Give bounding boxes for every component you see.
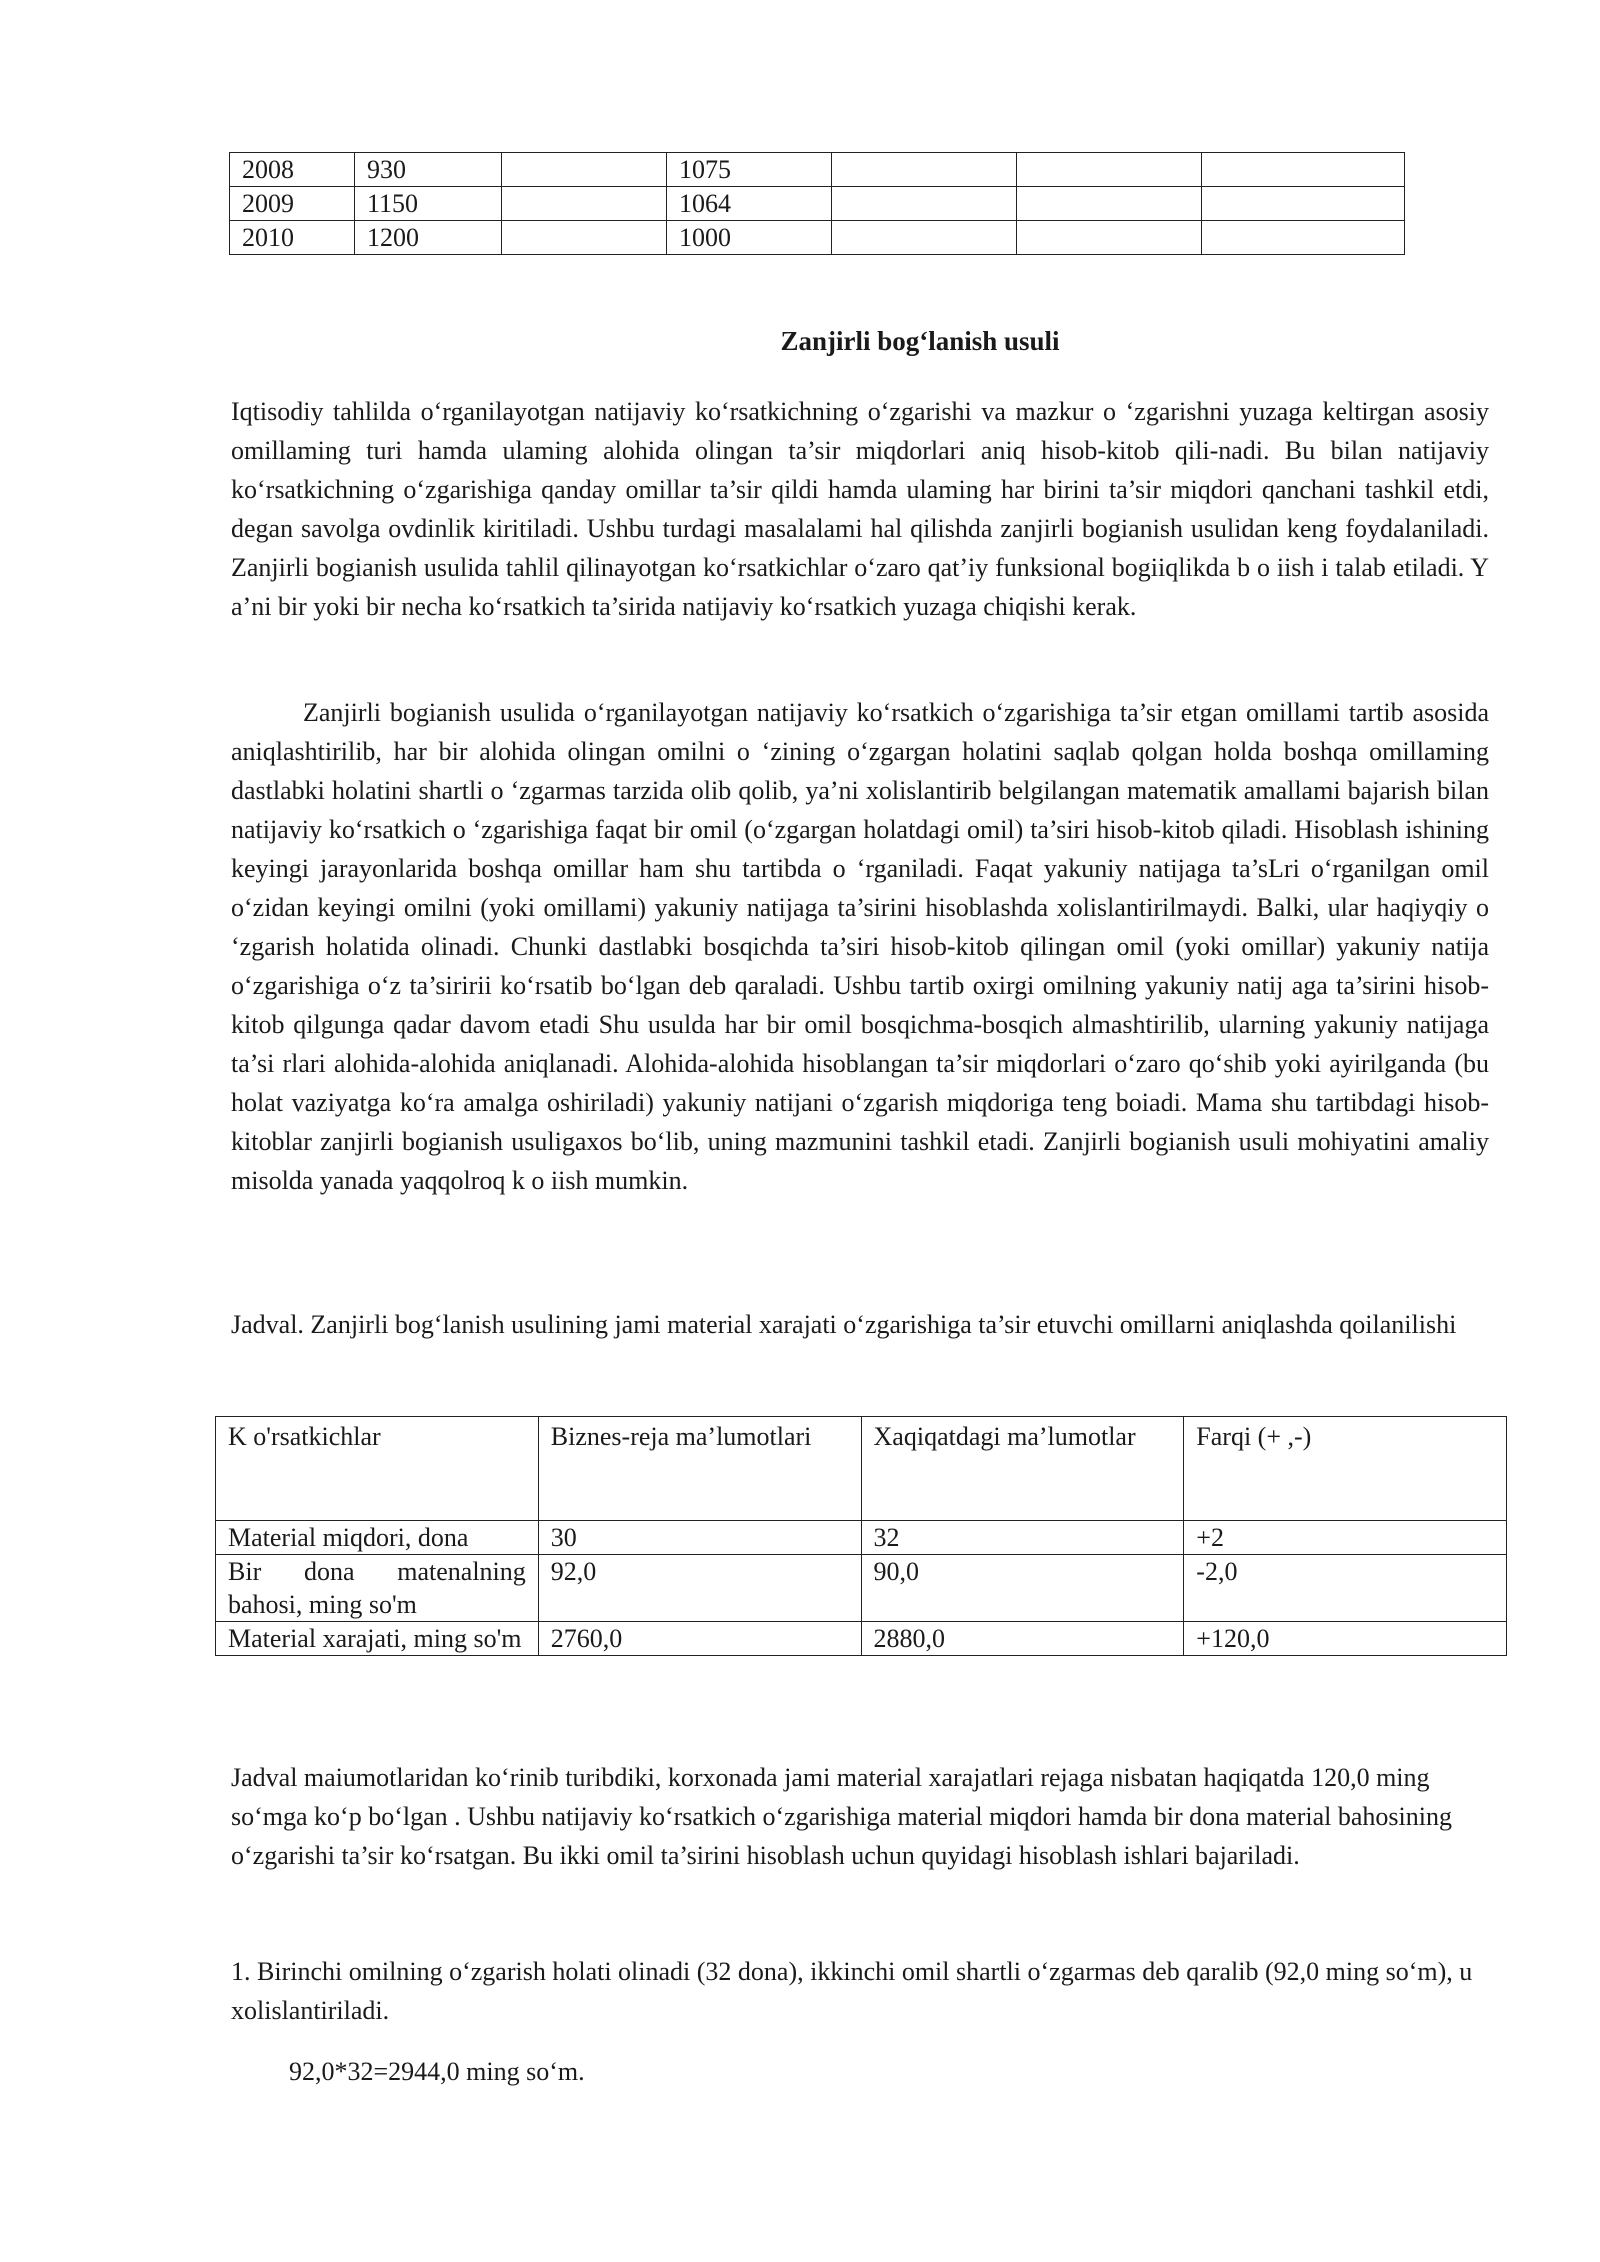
table-cell: 1075 <box>667 153 832 187</box>
paragraph-3: Jadval maiumotlaridan ko‘rinib turibdiki, korxonada jami material xarajatlari rejaga nisbatan haqiqatda 120,0 ming so‘mga ko‘p bo‘lgan . Ushbu natijaviy ko‘rsatkich o‘zgarishiga material miqdori hamda bir dona material bahosining o‘zgarishi ta’sir ko‘rsatgan. Bu ikki omil ta’sirini hisoblash uchun quyidagi hisoblash ishlari bajariladi. <box>231 1763 1452 1870</box>
table-cell <box>832 187 1017 221</box>
paragraph-4: 1. Birinchi omilning o‘zgarish holati olinadi (32 dona), ikkinchi omil shartli o‘zgarmas deb qaralib (92,0 ming so‘m), u xolislantiriladi. <box>231 1957 1473 2025</box>
table-cell: 1064 <box>667 187 832 221</box>
table-header-cell: K o'rsatkichlar <box>216 1417 539 1521</box>
table-cell <box>832 221 1017 255</box>
table-row <box>230 221 1405 255</box>
table-header-cell: Farqi (+ ,-) <box>1184 1417 1507 1521</box>
table-cell: 930 <box>355 153 502 187</box>
paragraph-1: Iqtisodiy tahlilda o‘rganilayotgan natijaviy ko‘rsatkichning o‘zgarishi va mazkur o ‘zgarishni yuzaga keltirgan asosiy omillaming turi hamda ulaming alohida olingan ta’sir miqdorlari aniq hisob-kitob qili-nadi. Bu bilan natijaviy ko‘rsatkichning o‘zgarishiga qanday omillar ta’sir qildi hamda ulaming har birini ta’sir miqdori qanchani tashkil etdi, degan savolga ovdinlik kiritiladi. Ushbu turdagi masalalami hal qilishda zanjirli bogianish usulidan keng foydalaniladi. Zanjirli bogianish usulida tahlil qilinayotgan ko‘rsatkichlar o‘zaro qat’iy funksional bogiiqlikda b o iish i talab etiladi. Y a’ni bir yoki bir necha ko‘rsatkich ta’sirida natijaviy ko‘rsatkich yuzaga chiqishi kerak. <box>231 397 1489 621</box>
table-cell: 2009 <box>230 187 355 221</box>
table-cell: 2008 <box>230 153 355 187</box>
table-cell: Material xarajati, ming so'm <box>216 1622 539 1656</box>
table-cell <box>502 221 667 255</box>
table-cell: 1150 <box>355 187 502 221</box>
table-cell: 32 <box>861 1521 1184 1555</box>
table-cell <box>1017 153 1202 187</box>
table-caption: Jadval. Zanjirli bog‘lanish usulining jami material xarajati o‘zgarishiga ta’sir etuvchi omillarni aniqlashda qoilanilishi <box>231 1310 1457 1339</box>
table-cell <box>1202 221 1405 255</box>
table-row <box>230 153 1405 187</box>
table-cell <box>832 153 1017 187</box>
table-cell: 1200 <box>355 221 502 255</box>
table-cell: Material miqdori, dona <box>216 1521 539 1555</box>
table-row <box>216 1622 1507 1656</box>
table-cell <box>502 153 667 187</box>
table-cell: +2 <box>1184 1521 1507 1555</box>
table-cell: 2760,0 <box>538 1622 861 1656</box>
table-cell: -2,0 <box>1184 1555 1507 1622</box>
table-cell <box>1202 153 1405 187</box>
table-cell <box>1017 187 1202 221</box>
table-cell: +120,0 <box>1184 1622 1507 1656</box>
table-header-cell: Biznes-reja ma’lumotlari <box>538 1417 861 1521</box>
main-data-table <box>215 1416 1507 1656</box>
table-row <box>230 187 1405 221</box>
table-cell: Bir dona matenalning bahosi, ming so'm <box>216 1555 539 1622</box>
table-cell: 1000 <box>667 221 832 255</box>
table-row <box>216 1555 1507 1622</box>
table-cell: 2880,0 <box>861 1622 1184 1656</box>
top-data-table <box>229 152 1405 255</box>
table-cell: 2010 <box>230 221 355 255</box>
table-header-row <box>216 1417 1507 1521</box>
table-header-cell: Xaqiqatdagi ma’lumotlar <box>861 1417 1184 1521</box>
paragraph-2: Zanjirli bogianish usulida o‘rganilayotgan natijaviy ko‘rsatkich o‘zgarishiga ta’sir etgan omillami tartib asosida aniqlashtirilib, har bir alohida olingan omilni o ‘zining o‘zgargan holatini saqlab qolgan holda boshqa omillaming dastlabki holatini shartli o ‘zgarmas tarzida olib qolib, ya’ni xolislantirib belgilangan matematik amallami bajarish bilan natijaviy ko‘rsatkich o ‘zgarishiga faqat bir omil (o‘zgargan holatdagi omil) ta’siri hisob-kitob qiladi. Hisoblash ishining keyingi jarayonlarida boshqa omillar ham shu tartibda o ‘rganiladi. Faqat yakuniy natijaga ta’sLri o‘rganilgan omil o‘zidan keyingi omilni (yoki omillami) yakuniy natijaga ta’sirini hisoblashda xolislantirilmaydi. Balki, ular haqiyqiy o ‘zgarish holatida olinadi. Chunki dastlabki bosqichda ta’siri hisob-kitob qilingan omil (yoki omillar) yakuniy natija o‘zgarishiga o‘z ta’siririi ko‘rsatib bo‘lgan deb qaraladi. Ushbu tartib oxirgi omilning yakuniy natij aga ta’sirini hisob-kitob qilgunga qadar davom etadi Shu usulda har bir omil bosqichma-bosqich almashtirilib, ularning yakuniy natijaga ta’si rlari alohida-alohida aniqlanadi. Alohida-alohida hisoblangan ta’sir miqdorlari o‘zaro qo‘shib yoki ayirilganda (bu holat vaziyatga ko‘ra amalga oshiriladi) yakuniy natijani o‘zgarish miqdoriga teng boiadi. Mama shu tartibdagi hisob-kitoblar zanjirli bogianish usuligaxos bo‘lib, uning mazmunini tashkil etadi. Zanjirli bogianish usuli mohiyatini amaliy misolda yanada yaqqolroq k o iish mumkin. <box>231 698 1489 1195</box>
table-row <box>216 1521 1507 1555</box>
table-cell <box>502 187 667 221</box>
table-cell: 92,0 <box>538 1555 861 1622</box>
table-cell <box>1017 221 1202 255</box>
formula: 92,0*32=2944,0 ming so‘m. <box>289 2057 585 2086</box>
table-cell: 90,0 <box>861 1555 1184 1622</box>
table-cell <box>1202 187 1405 221</box>
table-cell: 30 <box>538 1521 861 1555</box>
section-title: Zanjirli bog‘lanish usuli <box>780 326 1060 356</box>
